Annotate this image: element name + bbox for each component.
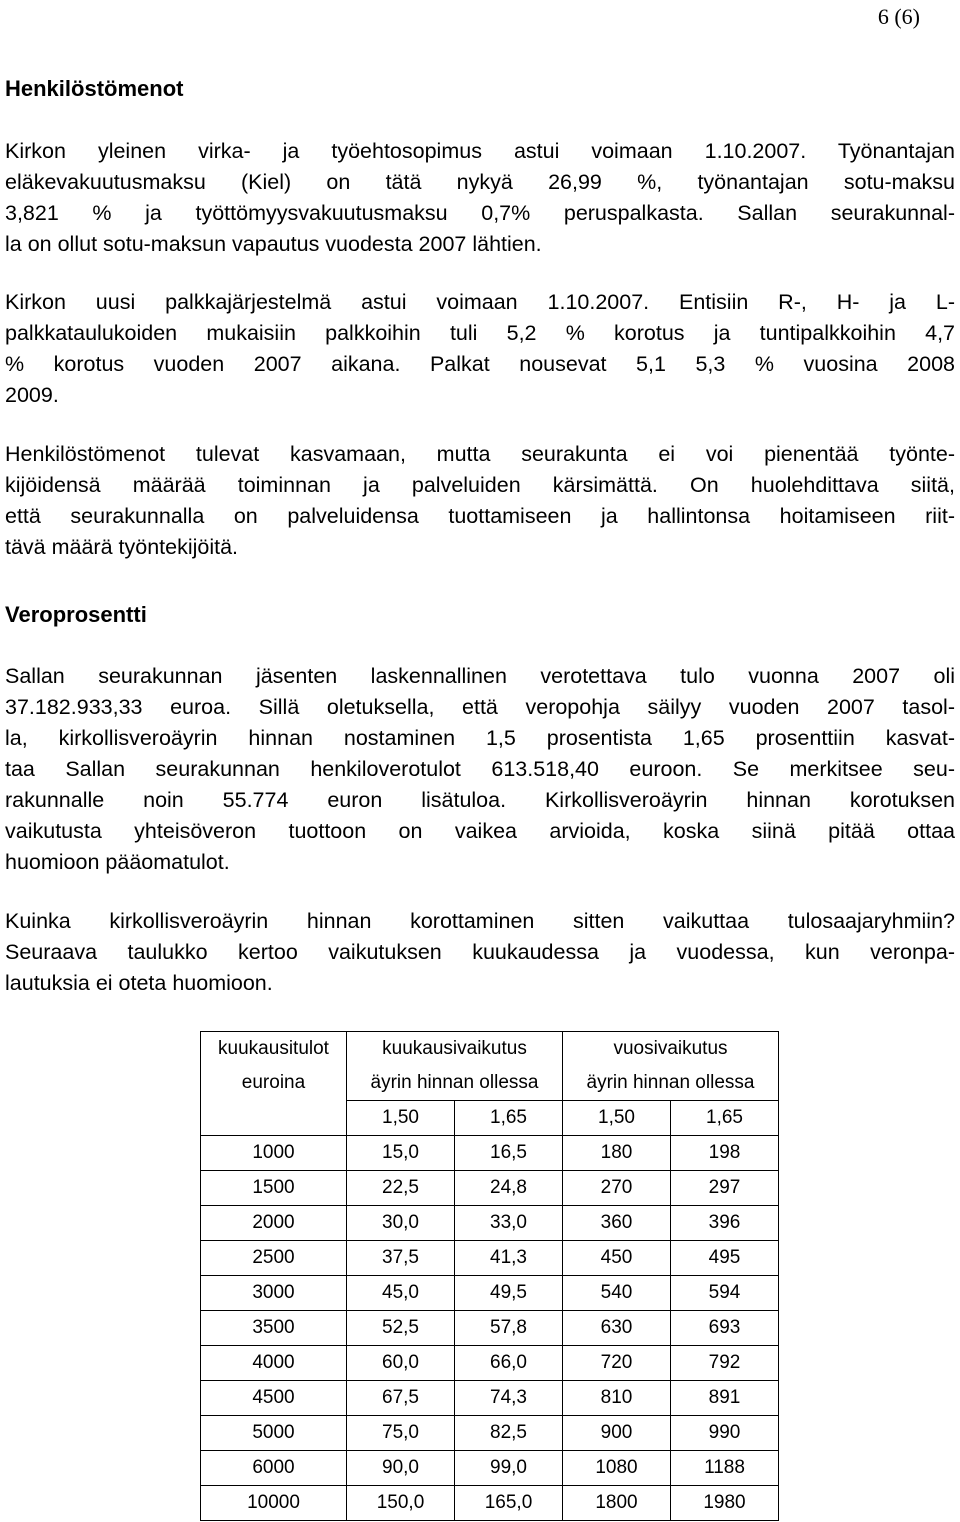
table-cell: 450 xyxy=(563,1241,671,1276)
table-cell: 630 xyxy=(563,1311,671,1346)
table-row xyxy=(201,1416,779,1451)
table-cell: 396 xyxy=(671,1206,779,1241)
text-line: Kirkon uusi palkkajärjestelmä astui voimaan 1.10.2007. Entisiin R-, H- ja L- xyxy=(5,290,955,314)
header-cell-income-unit: euroina xyxy=(201,1066,347,1101)
text-line: palkkataulukoiden mukaisiin palkkoihin tuli 5,2 % korotus ja tuntipalkkoihin 4,7 xyxy=(5,321,955,345)
table-cell: 1080 xyxy=(563,1451,671,1486)
table-cell: 2000 xyxy=(201,1206,347,1241)
table-row xyxy=(201,1311,779,1346)
table-cell: 99,0 xyxy=(455,1451,563,1486)
table-cell: 165,0 xyxy=(455,1486,563,1521)
text-line: % korotus vuoden 2007 aikana. Palkat nousevat 5,1 5,3 % vuosina 2008 xyxy=(5,352,955,376)
header-cell-monthly: kuukausivaikutus xyxy=(347,1032,563,1067)
table-cell: 1000 xyxy=(201,1136,347,1171)
table-cell: 60,0 xyxy=(347,1346,455,1381)
text-line: eläkevakuutusmaksu (Kiel) on tätä nykyä 26,99 %, työnantajan sotu-maksu xyxy=(5,170,955,194)
table-cell: 792 xyxy=(671,1346,779,1381)
text-line: Henkilöstömenot tulevat kasvamaan, mutta seurakunta ei voi pienentää työnte- xyxy=(5,442,955,466)
table-cell: 2500 xyxy=(201,1241,347,1276)
table-cell: 198 xyxy=(671,1136,779,1171)
table-cell: 1188 xyxy=(671,1451,779,1486)
table-cell: 15,0 xyxy=(347,1136,455,1171)
table-cell: 5000 xyxy=(201,1416,347,1451)
text-line: 2009. xyxy=(5,383,59,407)
header-cell-yearly: vuosivaikutus xyxy=(563,1032,779,1067)
text-line: rakunnalle noin 55.774 euron lisätuloa. Kirkollisveroäyrin hinnan korotuksen xyxy=(5,788,955,812)
table-cell: 82,5 xyxy=(455,1416,563,1451)
table-cell: 41,3 xyxy=(455,1241,563,1276)
paragraph-sopimus xyxy=(5,136,955,260)
table-cell: 57,8 xyxy=(455,1311,563,1346)
text-line: kijöidensä määrää toiminnan ja palveluiden kärsimättä. On huolehdittava siitä, xyxy=(5,473,955,497)
table-cell: 10000 xyxy=(201,1486,347,1521)
table-rate-row xyxy=(201,1101,779,1136)
text-line: Seuraava taulukko kertoo vaikutuksen kuukaudessa ja vuodessa, kun veronpa- xyxy=(5,940,955,964)
table-header-row xyxy=(201,1066,779,1101)
table-cell: 4500 xyxy=(201,1381,347,1416)
rate-cell: 1,50 xyxy=(347,1101,455,1136)
text-line: vaikutusta yhteisöveron tuottoon on vaikea arvioida, koska siinä pitää ottaa xyxy=(5,819,955,843)
text-line: la, kirkollisveroäyrin hinnan nostaminen 1,5 prosentista 1,65 prosenttiin kasvat- xyxy=(5,726,955,750)
rate-cell: 1,50 xyxy=(563,1101,671,1136)
rate-cell: 1,65 xyxy=(455,1101,563,1136)
text-line: Kirkon yleinen virka- ja työehtosopimus astui voimaan 1.10.2007. Työnantajan xyxy=(5,139,955,163)
paragraph-henkilostomenot xyxy=(5,439,955,563)
table-cell: 22,5 xyxy=(347,1171,455,1206)
table-cell: 540 xyxy=(563,1276,671,1311)
text-line: huomioon pääomatulot. xyxy=(5,850,230,874)
table-cell: 52,5 xyxy=(347,1311,455,1346)
table-cell: 495 xyxy=(671,1241,779,1276)
text-line: Kuinka kirkollisveroäyrin hinnan korottaminen sitten vaikuttaa tulosaajaryhmiin? xyxy=(5,909,955,933)
table-cell: 24,8 xyxy=(455,1171,563,1206)
table-cell: 75,0 xyxy=(347,1416,455,1451)
table-row xyxy=(201,1276,779,1311)
table-cell: 90,0 xyxy=(347,1451,455,1486)
text-line: Sallan seurakunnan jäsenten laskennallinen verotettava tulo vuonna 2007 oli xyxy=(5,664,955,688)
table-cell: 74,3 xyxy=(455,1381,563,1416)
table-cell: 16,5 xyxy=(455,1136,563,1171)
rate-cell: 1,65 xyxy=(671,1101,779,1136)
table-cell: 180 xyxy=(563,1136,671,1171)
tax-impact-table xyxy=(200,1031,779,1521)
table-cell: 3000 xyxy=(201,1276,347,1311)
table-cell: 1500 xyxy=(201,1171,347,1206)
table-cell: 37,5 xyxy=(347,1241,455,1276)
table-cell: 720 xyxy=(563,1346,671,1381)
table-row xyxy=(201,1171,779,1206)
table-row xyxy=(201,1451,779,1486)
table-cell: 67,5 xyxy=(347,1381,455,1416)
header-cell-yearly-sub: äyrin hinnan ollessa xyxy=(563,1066,779,1101)
paragraph-palkkajarjestelma xyxy=(5,287,955,411)
text-line: 3,821 % ja työttömyysvakuutusmaksu 0,7% peruspalkasta. Sallan seurakunnal- xyxy=(5,201,955,225)
table-cell: 45,0 xyxy=(347,1276,455,1311)
heading-henkilostomenot: Henkilöstömenot xyxy=(5,76,184,101)
table-body xyxy=(201,1136,779,1521)
table-cell: 30,0 xyxy=(347,1206,455,1241)
text-line: tävä määrä työntekijöitä. xyxy=(5,535,239,559)
table-row xyxy=(201,1486,779,1521)
table-cell: 693 xyxy=(671,1311,779,1346)
table-cell: 4000 xyxy=(201,1346,347,1381)
table-cell: 33,0 xyxy=(455,1206,563,1241)
page-number: 6 (6) xyxy=(877,4,920,29)
text-line: la on ollut sotu-maksun vapautus vuodesta 2007 lähtien. xyxy=(5,232,542,256)
table-row xyxy=(201,1241,779,1276)
table-cell: 6000 xyxy=(201,1451,347,1486)
table-cell-empty xyxy=(201,1101,347,1136)
table-cell: 891 xyxy=(671,1381,779,1416)
table-cell: 270 xyxy=(563,1171,671,1206)
header-cell-income: kuukausitulot xyxy=(201,1032,347,1067)
table-cell: 1800 xyxy=(563,1486,671,1521)
text-line: lautuksia ei oteta huomioon. xyxy=(5,971,273,995)
table-cell: 594 xyxy=(671,1276,779,1311)
table-cell: 1980 xyxy=(671,1486,779,1521)
table-cell: 49,5 xyxy=(455,1276,563,1311)
paragraph-verotulo xyxy=(5,661,955,878)
table-cell: 990 xyxy=(671,1416,779,1451)
table-cell: 900 xyxy=(563,1416,671,1451)
text-line: että seurakunnalla on palveluidensa tuottamiseen ja hallintonsa hoitamiseen riit- xyxy=(5,504,955,528)
table-cell: 297 xyxy=(671,1171,779,1206)
text-line: 37.182.933,33 euroa. Sillä oletuksella, että veropohja säilyy vuoden 2007 tasol- xyxy=(5,695,955,719)
table-cell: 810 xyxy=(563,1381,671,1416)
table-row xyxy=(201,1346,779,1381)
header-cell-monthly-sub: äyrin hinnan ollessa xyxy=(347,1066,563,1101)
table-cell: 3500 xyxy=(201,1311,347,1346)
text-line: taa Sallan seurakunnan henkiloverotulot 613.518,40 euroon. Se merkitsee seu- xyxy=(5,757,955,781)
table-cell: 360 xyxy=(563,1206,671,1241)
table-cell: 66,0 xyxy=(455,1346,563,1381)
table-row xyxy=(201,1136,779,1171)
table-cell: 150,0 xyxy=(347,1486,455,1521)
heading-veroprosentti: Veroprosentti xyxy=(5,602,147,627)
paragraph-tulosaajaryhmat xyxy=(5,906,955,999)
table-header-row xyxy=(201,1032,779,1067)
table-row xyxy=(201,1381,779,1416)
table-row xyxy=(201,1206,779,1241)
